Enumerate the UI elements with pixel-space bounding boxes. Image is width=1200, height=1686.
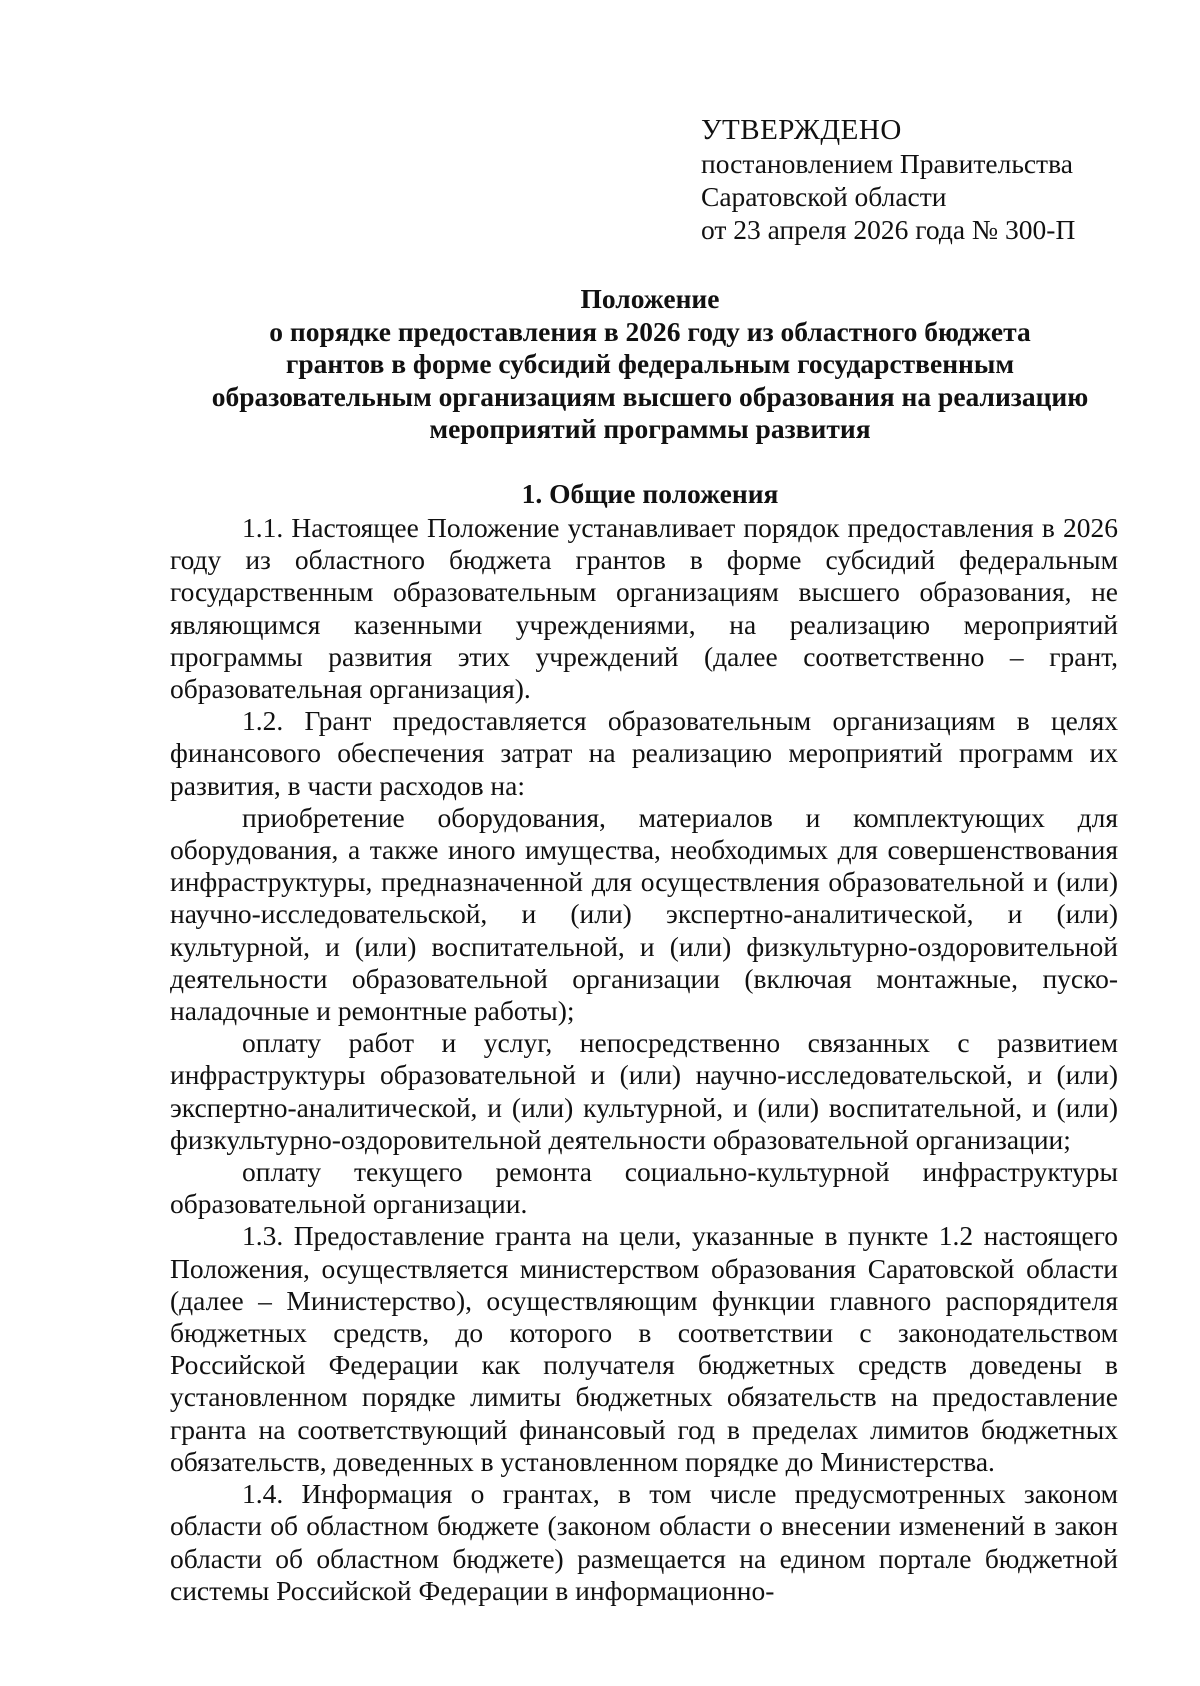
paragraph-1-2: 1.2. Грант предоставляется образовательным организациям в целях финансового обеспечения затрат на реализацию мероприятий программ их развития, в части расходов на: — [170, 705, 1118, 801]
approval-line-1: постановлением Правительства — [701, 148, 1073, 179]
paragraph-1-2-item-a: приобретение оборудования, материалов и комплектующих для оборудования, а также иного имущества, необходимых для совершенствования инфраструктуры, предназначенной для осуществления образовательной и (или) научно-исследовательской, и (или) экспертно-аналитической, и (или) культурной, и (или) воспитательной, и (или) физкультурно-оздоровительной деятельности образовательной организации (включая монтажные, пуско-наладочные и ремонтные работы); — [170, 801, 1118, 1027]
paragraph-1-1: 1.1. Настоящее Положение устанавливает порядок предоставления в 2026 году из областного бюджета грантов в форме субсидий федеральным государственным образовательным организациям высшего образования, не являющимся казенными учреждениями, на реализацию мероприятий программы развития этих учреждений (далее соответственно – грант, образовательная организация). — [170, 512, 1118, 705]
paragraph-1-4: 1.4. Информация о грантах, в том числе предусмотренных законом области об областном бюджете (законом области о внесении изменений в закон области об областном бюджете) размещается на едином портале бюджетной системы Российской Федерации в информационно- — [170, 1478, 1118, 1606]
approval-stamp: УТВЕРЖДЕНО — [701, 114, 902, 146]
paragraph-1-2-item-c: оплату текущего ремонта социально-культурной инфраструктуры образовательной организации. — [170, 1156, 1118, 1220]
paragraph-1-3: 1.3. Предоставление гранта на цели, указанные в пункте 1.2 настоящего Положения, осуществляется министерством образования Саратовской области (далее – Министерство), осуществляющим функции главного распорядителя бюджетных средств, до которого в соответствии с законодательством Российской Федерации как получателя бюджетных средств доведены в установленном порядке лимиты бюджетных обязательств на предоставление гранта на соответствующий финансовый год в пределах лимитов бюджетных обязательств, доведенных в установленном порядке до Министерства. — [170, 1220, 1118, 1477]
title-line-4: образовательным организациям высшего образования на реализацию — [211, 380, 1089, 412]
section-body — [170, 512, 1118, 1607]
approval-block — [701, 114, 1075, 246]
paragraph-1-2-item-b: оплату работ и услуг, непосредственно связанных с развитием инфраструктуры образовательной и (или) научно-исследовательской, и (или) экспертно-аналитической, и (или) культурной, и (или) воспитательной, и (или) физкультурно-оздоровительной деятельности образовательной организации; — [170, 1027, 1118, 1155]
title-line-5: мероприятий программы развития — [429, 413, 871, 444]
title-line-2: о порядке предоставления в 2026 году из областного бюджета — [269, 315, 1031, 347]
section-heading: 1. Общие положения — [521, 478, 779, 509]
title-line-3: грантов в форме субсидий федеральным государственным — [285, 348, 1015, 379]
approval-line-3: от 23 апреля 2026 года № 300-П — [701, 214, 1076, 245]
approval-line-2: Саратовской области — [701, 181, 947, 212]
document-title — [150, 283, 1150, 446]
title-line-1: Положение — [580, 283, 720, 314]
